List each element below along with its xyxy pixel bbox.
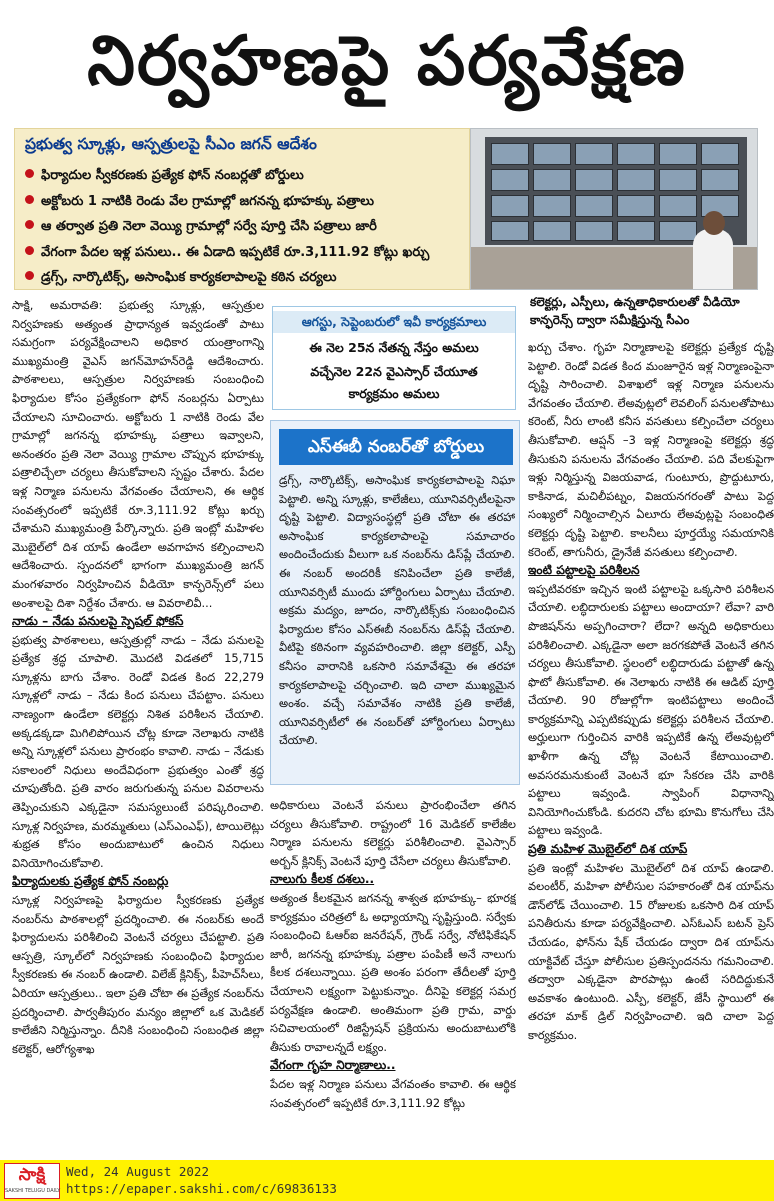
video-conference-photo — [470, 128, 758, 290]
events-line: ఈ నెల 25న నేతన్న నేస్తం అమలు — [309, 340, 479, 355]
paragraph: అత్యంత కీలకమైన జగనన్న శాశ్వత భూహక్కు– భూరక్ష కార్యక్రమం చరిత్రలో ఓ అధ్యాయాన్ని సృష్టిస్తుంది. సర్వేకు సంబంధించి ఓఆర్‌ఐ జనరేషన్, గ్రౌండ్‌ సర్వే, నోటిఫికేషన్‌ జారీ, జగనన్న భూహక్కు పత్రాల పంపిణీ అనే నాలుగు కీలక దశలున్నాయి. ప్రతి అంశం పరంగా తేదీలతో పూర్తి చేయాలని లక్ష్యంగా పెట్టుకున్నాం. దీనిపై కలెక్టర్ల సమగ్ర పర్యవేక్షణ ఉండాలి. అంతిమంగా ప్రతి గ్రామ, వార్డు సచివాలయంలో రిజిస్ట్రేషన్‌ ప్రక్రియను అందుబాటులోకి తీసుకు రావాలన్నదే లక్ష్యం. — [270, 890, 516, 1054]
events-heading: ఆగస్టు, సెప్టెంబరులో ఇవీ కార్యక్రమాలు — [273, 311, 515, 333]
events-line: కార్యక్రమం అమలు — [348, 386, 440, 401]
subheading: నాడు – నేడు పనులపై స్పెషల్‌ ఫోకస్‌ — [12, 614, 184, 629]
paragraph: పేదల ఇళ్ల నిర్మాణ పనులు వేగవంతం కావాలి. ఈ ఆర్థిక సంవత్సరంలో ఇప్పటికే రూ.3,111.92 కోట్లు — [270, 1076, 516, 1110]
bullet-icon — [25, 169, 34, 178]
bullet-icon — [25, 271, 34, 280]
person-head — [703, 211, 725, 235]
paragraph: అధికారులు వెంటనే పనులు ప్రారంభించేలా తగిన చర్యలు తీసుకోవాలి. రాష్ట్రంలో 16 మెడికల్‌ కాలేజీల నిర్మాణ పనులను కలెక్టర్లు పరిశీలించాలి. వైఎస్సార్‌ అర్బన్‌ క్లినిక్స్‌ వెంటనే పూర్తి చేసేలా చర్యలు తీసుకోవాలి. — [270, 798, 516, 868]
seb-heading: ఎస్‌ఈబీ నంబర్‌తో బోర్డులు — [279, 429, 513, 465]
highlight-item: డ్రగ్స్, నార్కొటిక్స్, అసాంఘిక కార్యకలాపాలపై కఠిన చర్యలు — [25, 265, 465, 291]
edition-date: Wed, 24 August 2022 — [66, 1164, 209, 1179]
subheading: ఇంటి పట్టాలపై పరిశీలన — [528, 563, 640, 578]
article-column-1 — [12, 296, 264, 1058]
bullet-icon — [25, 195, 34, 204]
footer-bar — [0, 1160, 774, 1201]
subheading: ఫిర్యాదులకు ప్రత్యేక ఫోన్‌ నంబర్లు — [12, 874, 169, 889]
highlight-item: ఫిర్యాదుల స్వీకరణకు ప్రత్యేక ఫోన్‌ నంబర్లతో బోర్డులు — [25, 163, 465, 189]
paragraph: స్కూళ్ల నిర్వహణపై ఫిర్యాదుల స్వీకరణకు ప్రత్యేక నంబర్‌ను పాఠశాలల్లో ప్రదర్శించాలి. ఈ నంబర్‌కు అందే ఫిర్యాదులను పరిశీలించి వెంటనే చర్యలు చేపట్టాలి. ప్రతి ఆస్పత్రి, స్కూల్‌లో నిర్వహణకు సంబంధించి ఫిర్యాదుల స్వీకరణకు ఈ నంబర్‌ ఉండాలి. విలేజ్‌ క్లినిక్స్, పీహెచ్‌సీలు, ఏరియా ఆస్పత్రులు.. ఇలా ప్రతి చోటా ఈ ప్రత్యేక నంబర్‌ను ప్రదర్శించాలి. పార్వతీపురం మన్యం జిల్లాలో ఒక మెడికల్‌ కాలేజీని నిర్మిస్తున్నాం. దీనికి సంబంధించి సంబంధిత జిల్లా కలెక్టర్, ఆరోగ్యశాఖ — [12, 893, 264, 1056]
paragraph: సాక్షి, అమరావతి: ప్రభుత్వ స్కూళ్లు, ఆస్పత్రుల నిర్వహణకు అత్యంత ప్రాధాన్యత ఇవ్వడంతో పాటు సమగ్రంగా పర్యవేక్షించాలని అధికార యంత్రాంగాన్ని ముఖ్యమంత్రి వైఎస్‌ జగన్‌మోహన్‌రెడ్డి ఆదేశించారు. పాఠశాలలు, ఆస్పత్రుల నిర్వహణకు సంబంధించి ఫిర్యాదుల కోసం ప్రత్యేకంగా ఫోన్‌ నంబర్లను ఏర్పాటు చేయాలని సూచించారు. అక్టోబరు 1 నాటికి రెండు వేల గ్రామాల్లో జగనన్న భూహక్కు పత్రాలు ఇవ్వాలని, అనంతరం ప్రతి నెలా వెయ్యి గ్రామాల చొప్పున భూహక్కు పత్రాలిచ్చేలా చర్యలు తీసుకోవాలని స్పష్టం చేశారు. పేదల ఇళ్ల నిర్మాణ పనులను వేగవంతం చేయాలని, ఈ ఆర్థిక సంవత్సరంలో ఇప్పటికే రూ.3,111.92 కోట్లు ఖర్చు చేశామని ముఖ్యమంత్రి పేర్కొన్నారు. ప్రతి ఇంట్లో మహిళల మొబైల్‌లో దిశ యాప్‌ ఉండేలా అవగాహన కల్పించాలని ఆదేశించారు. స్పందనలో భాగంగా ముఖ్యమంత్రి జగన్‌ మంగళవారం నిర్వహించిన వీడియో కాన్ఫరెన్స్‌లో పలు అంశాలపై దిశా నిర్దేశం చేశారు. ఆ వివరాలివీ... — [12, 298, 264, 610]
subheading: ప్రతి మహిళ మొబైల్‌లో దిశ యాప్‌ — [528, 842, 688, 857]
events-box — [272, 306, 516, 410]
article-column-2 — [270, 796, 516, 1112]
seb-body: డ్రగ్స్, నార్కొటిక్స్, అసాంఘిక కార్యకలాపాలపై నిఘా పెట్టాలి. అన్ని స్కూళ్లు, కాలేజీలు, యూనివర్సిటీలపైనా దృష్టి పెట్టాలి. విద్యాసంస్థల్లో ప్రతి చోటా ఈ తరహా అసాంఘిక కార్యకలాపాలపై సమాచారం అందించేందుకు వీలుగా ఒక నంబర్‌ను డిస్‌ప్లే చేయాలి. ఈ నంబర్‌ అందరికీ కనిపించేలా ప్రతి కాలేజీ, యూనివర్సిటీ ముందు హోర్డింగులు ఏర్పాటు చేయాలి. అక్రమ మద్యం, జూదం, నార్కొటిక్స్‌కు సంబంధించిన ఫిర్యాదుల కోసం ఎస్‌ఈబీ నంబర్‌ను డిస్‌ప్లే చేయాలి. వీటిపై కఠినంగా వ్యవహరించాలి. జిల్లా కలెక్టర్, ఎస్పీ కనీసం వారానికి ఒకసారి సమావేశమై ఈ తరహా కార్యకలాపాలపై చర్చించాలి. ఇది చాలా ముఖ్యమైన అంశం. వచ్చే సమావేశం నాటికి ప్రతి కాలేజీ, యూనివర్సిటీలో ఈ నంబర్‌తో హోర్డింగులు ఏర్పాటు చేయాలి. — [279, 473, 515, 748]
paragraph: ఖర్చు చేశాం. గృహ నిర్మాణాలపై కలెక్టర్లు ప్రత్యేక దృష్టి పెట్టాలి. రెండో విడత కింద మంజూరైన ఇళ్ల నిర్మాణంపైనా దృష్టి సారించాలి. విశాఖలో ఇళ్ల నిర్మాణ పనులను వేగవంతం చేయాలి. లేఅవుట్లలో లెవలింగ్‌ పనులతోపాటు కరెంట్, నీరు లాంటి కనీస వసతులు కల్పించేలా చర్యలు తీసుకోవాలి. ఆప్షన్‌ –3 ఇళ్ల నిర్మాణంపై కలెక్టర్లు శ్రద్ధ తీసుకుని పనులను వేగవంతం చేయాలి. పది వేలకుపైగా ఇళ్లు నిర్మిస్తున్న విజయవాడ, గుంటూరు, ప్రొద్దుటూరు, కాకినాడ, మచిలీపట్నం, విజయనగరంతో పాటు పెద్ద సంఖ్యలో నిర్మించాల్సిన ఏలూరు లేఅవుట్లపై సంబంధిత కలెక్టర్లు దృష్టి పెట్టాలి. కాలనీలు పూర్తయ్యే సమయానికి కరెంట్, తాగునీరు, డ్రైనేజీ వసతులు కల్పించాలి. — [528, 340, 774, 559]
highlights-box — [14, 128, 470, 290]
highlight-item: అక్టోబరు 1 నాటికి రెండు వేల గ్రామాల్లో జగనన్న భూహక్కు పత్రాలు — [25, 189, 465, 215]
paragraph: ప్రతి ఇంట్లో మహిళల మొబైల్‌లో దిశ యాప్‌ ఉండాలి. వలంటీర్, మహిళా పోలీసుల సహకారంతో దిశ యాప్‌ను డౌన్‌లోడ్‌ చేయించాలి. 15 రోజులకు ఒకసారి దిశ యాప్‌ పనితీరును కూడా పర్యవేక్షించాలి. ఎస్‌ఓఎస్‌ బటన్‌ ప్రెస్‌ చేయడం, ఫోన్‌ను షేక్‌ చేయడం ద్వారా దిశ యాప్‌ను యాక్టివేట్‌ చేస్తూ పోలీసుల ప్రతిస్పందనను గమనించాలి. తద్వారా ఎక్కడైనా పొరపాట్లు ఉంటే సరిదిద్దుకునే అవకాశం ఉంటుంది. ఎస్పీ, కలెక్టర్, జేసీ స్థాయిలో ఈ తరహా మాక్‌ డ్రిల్‌ నిర్వహించాలి. ఇది చాలా పెద్ద కార్యక్రమం. — [528, 860, 774, 1042]
sakshi-logo[interactable]: సాక్షి SAKSHI TELUGU DAILY — [4, 1163, 60, 1199]
photo-caption: కలెక్టర్లు, ఎస్పీలు, ఉన్నతాధికారులతో వీడియో కాన్ఫరెన్స్‌ ద్వారా సమీక్షిస్తున్న సీఎం — [530, 295, 740, 327]
highlight-item: వేగంగా పేదల ఇళ్ల పనులు.. ఈ ఏడాది ఇప్పటికే రూ.3,111.92 కోట్లు ఖర్చు — [25, 240, 465, 266]
person-figure — [693, 229, 733, 290]
epaper-link[interactable]: https://epaper.sakshi.com/c/69836133 — [66, 1181, 337, 1196]
bullet-icon — [25, 246, 34, 255]
main-headline: నిర్వహణపై పర్యవేక్షణ — [87, 22, 687, 101]
bullet-icon — [25, 220, 34, 229]
highlights-list — [25, 163, 465, 291]
article-column-3 — [528, 338, 774, 1045]
paragraph: ప్రభుత్వ పాఠశాలలు, ఆస్పత్రుల్లో నాడు – నేడు పనులపై ప్రత్యేక శ్రద్ధ చూపాలి. మొదటి విడతలో 15,715 స్కూళ్లను బాగు చేశాం. రెండో విడత కింద 22,279 స్కూళ్లలో నాడు – నేడు కింద పనులు చేపట్టాం. పనులు నాణ్యంగా ఉండేలా కలెక్టర్లు నిశిత పరిశీలన చేయాలి. అక్కడక్కడా మిగిలిపోయిన చోట్ల కూడా నెలాఖరు నాటికి అన్ని స్కూళ్లలో పనులు ప్రారంభం కావాలి. నాడు – నేడుకు సకాలంలో నిధులు అందేవిధంగా ప్రభుత్వం ఎంతో శ్రద్ధ చూపుతోంది. ప్రతి వారం జరుగుతున్న పనుల వివరాలను తెప్పించుకుని ఎక్కడైనా సమస్యలుంటే పరిష్కరించాలి. స్కూళ్ల నిర్వహణ, మరమ్మతులు (ఎస్‌ఎంఎఫ్‌), టాయిలెట్లు శుభ్రత కోసం అందుబాటులో ఉంచిన నిధులు వినియోగించుకోవాలి. — [12, 632, 264, 870]
seb-number-box — [270, 420, 520, 785]
paragraph: ఇప్పటివరకూ ఇచ్చిన ఇంటి పట్టాలపై ఒక్కసారి పరిశీలన చేయాలి. లబ్ధిదారులకు పట్టాలు అందాయా? లేవా? వారి పొజిషన్‌ను అప్పగించారా? లేదా? అన్నది అధికారులు పరిశీలించాలి. ఎక్కడైనా అలా జరగకపోతే వెంటనే తగిన చర్యలు తీసుకోవాలి. స్థలంలో లబ్ధిదారుడు పట్టాతో ఉన్న ఫొటో తీసుకోవాలి. ఈ నెలాఖరు నాటికి ఈ ఆడిట్‌ పూర్తి చేయాలి. 90 రోజుల్లోగా ఇంటిపట్టాలు అందించే కార్యక్రమాన్ని ఎప్పటికప్పుడు కలెక్టర్లు పరిశీలన చేయాలి. అర్హులుగా గుర్తించిన వారికి ఇప్పటికే ఉన్న లేఅవుట్లలో ఖాళీగా ఉన్న చోట్ల వెంటనే కేటాయించాలి. అవసరమనుకుంటే వెంటనే భూ సేకరణ చేసి వారికి పట్టాలు ఇవ్వండి. స్వాపింగ్‌ విధానాన్ని వినియోగించుకోండి. కుదరని చోట భూమి కొనుగోలు చేసి పట్టాలు ఇవ్వండి. — [528, 581, 774, 838]
highlights-kicker: ప్రభుత్వ స్కూళ్లు, ఆస్పత్రులపై సీఎం జగన్‌ ఆదేశం — [25, 135, 317, 153]
subheading: నాలుగు కీలక దశలు.. — [270, 872, 375, 887]
highlight-item: ఆ తర్వాత ప్రతి నెలా వెయ్యి గ్రామాల్లో సర్వే పూర్తి చేసి పత్రాలు జారీ — [25, 214, 465, 240]
events-line: వచ్చేనెల 22న వైఎస్సార్‌ చేయూత — [310, 364, 478, 379]
footer-meta — [66, 1163, 337, 1197]
subheading: వేగంగా గృహ నిర్మాణాలు.. — [270, 1058, 396, 1073]
